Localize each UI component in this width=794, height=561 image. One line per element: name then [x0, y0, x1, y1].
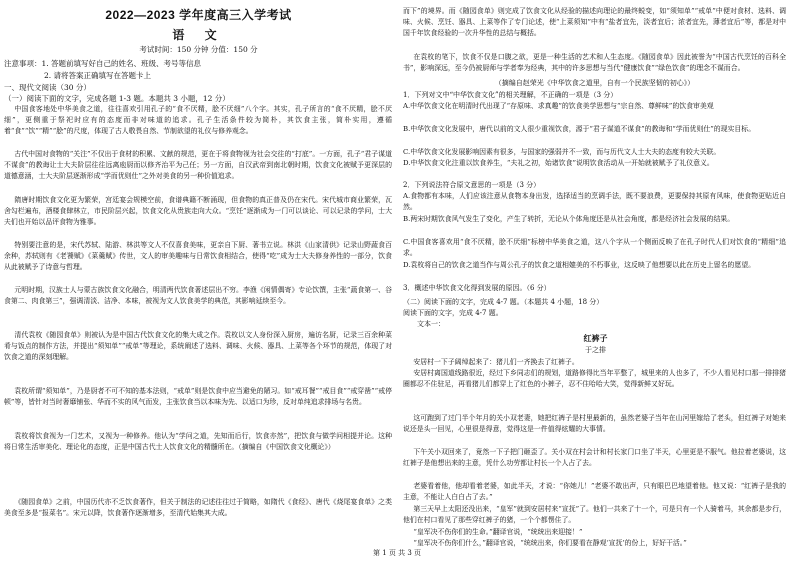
notice-line-2: 2. 请将答案正确填写在答题卡上: [44, 71, 152, 80]
question-2-option-d: D.袁枚将自己的饮食之道当作与周公孔子的饮食之道相媲美的不朽事业，这反映了他想要以此在历史上留名的愿望。: [403, 261, 755, 269]
passage-continuation-2: 在袁枚的笔下，饮食不仅是口腹之欲，更是一种生活的艺术和人生态度。《随园食单》因此被誉为“中国古代烹饪的百科全书”，影响深远，至今仍被厨师与学者奉为经典，其中的许多思想与当代“健康饮食”“绿色饮食”的理念不谋而合。: [403, 53, 786, 73]
story-paragraph-2: 安居村离国道线路很近，经过下乡同志们的规划，道路修得比当年平整了，城里来的人也多了，不少人看见村口那一排排猪圈都忍不住驻足，再看猪儿们都穿上了红色的小裤子，忍不住哈哈大笑，觉得新鲜又好玩。: [403, 369, 786, 389]
passage-paragraph-2: 古代中国对食物的“关注”不仅出于食材的积累、文献的规范，更在于将食物视为社会交往的“打底”。一方面，孔子“君子谋道不谋食”的教诲让士大夫阶层往往远离庖厨而以修齐治平为己任；另一方面，自汉武帝到南北朝时期，饮食文化被赋予更深层的道德意涵，士大夫阶层逐渐形成“学而优则仕”之外对美食的另一种价值追求。: [4, 150, 392, 181]
question-2: 2．下列说法符合原文意思的一项是（3 分）: [403, 181, 541, 189]
section-sub-heading: （一）阅读下面的文字，完成各题 1-3 题。本题共 3 小题，12 分）: [4, 94, 230, 103]
question-1: 1．下列对文中“中华饮食文化”的相关理解，不正确的一项是（3 分）: [403, 91, 618, 99]
passage-paragraph-4: 特别要注意的是，宋代苏轼、陆游、林洪等文人不仅喜食美味，更亲自下厨、著书立说。林洪《山家清供》记录山野蔬食百余种，苏轼则有《老饕赋》《菜羹赋》传世，文人的审美趣味与日常饮食相结合，使得“吃”成为士大夫修身养性的一部分，饮食从此被赋予了诗意与哲理。: [4, 241, 392, 272]
story-paragraph-3: 这可跑到了过门半个年月的关小双老妻，她把红裤子是村里最新的，虽然老婆子当年在山河里嫁给了老头，但红裤子对她来说还是头一回见，心里很是得意，觉得这是一件值得炫耀的大事情。: [403, 414, 786, 434]
notice-line-1: 注意事项：1. 答题前填写好自己的姓名、班级、考号等信息: [4, 59, 202, 68]
question-3: 3．概述中华饮食文化得到发展的原因。（6 分）: [403, 284, 551, 292]
page-footer: 第 1 页 共 3 页: [372, 549, 422, 557]
story-paragraph-8: “皇军决不伤你们什么，”翻译官说，“统统出来，你们要看在静观‘宣抚’的份上，好好干活。”: [413, 539, 687, 547]
story-paragraph-4: 下午关小双回来了，竟然一下子把门砸歪了。关小双在村会计和村长家门口坐了半天，心里更是不服气。他拉着老婆说，这红裤子是他想出来的主意，凭什么功劳都让村长一个人占了去。: [403, 448, 786, 468]
passage-paragraph-5: 元明时期，汉族士人与蒙古族饮食文化融合，明清两代饮食著述层出不穷。李渔《闲情偶寄》专论饮馔，主张“蔬食第一、谷食第二、肉食第三”，强调清淡、洁净、本味，被视为文人饮食美学的典范，其影响延续至今。: [4, 286, 392, 306]
passage-paragraph-7: 袁枚所谓“须知单”，乃是厨者不可不知的基本法则，“戒单”则是饮食中应当避免的陋习。如“戒耳餐”“戒目食”“戒穿凿”“戒停顿”等，皆针对当时奢靡铺张、华而不实的风气而发，主张饮食当以本味为先、以适口为珍，反对单纯追求排场与名贵。: [4, 387, 392, 407]
section-2-heading: （二）阅读下面的文字，完成 4-7 题。（本题共 4 小题，18 分）: [403, 298, 604, 306]
story-title: 红裤子: [583, 333, 608, 343]
exam-title: 2022—2023 学年度高三入学考试: [105, 8, 292, 22]
passage-continuation: 而下”的境界。而《随园食单》则完成了饮食文化从经验的描述向理论的最终蜕变，如“须知单”“戒单”中便对食材、选料、调味、火候、烹饪、器具、上菜等作了专门论述，使“上菜须知”中有“盐者宜先，淡者宜后；浓者宜先，薄者宜后”等，都是对中国千年饮食经验的一次升华性的总结与概括。: [403, 7, 786, 38]
question-2-option-a: A.食物都有本味，人们应该注意从食物本身出发，选择适当的烹调手法，既不要浪费，更要保持其原有风味，使食物更贴近自然。: [403, 192, 786, 212]
question-1-option-d: D.中华饮食文化注重以饮食养生，“夫礼之初，始诸饮食”说明饮食活动从一开始就被赋予了礼仪意义。: [403, 159, 714, 167]
passage-paragraph-1: 中国食客地处中华美食之道，往往喜欢引用孔子的“食不厌精，脍不厌细”八个字。其实，孔子所言的“食不厌精，脍不厌细”，更侧重于祭祀时应有的态度而非对味道的追求。孔子生活条件较为简朴，其饮食主张，简朴实用，遵循着“食”“饮”“精”“脍”的尺度，体现了古人敬畏自然、节制欲望的礼仪与修养观念。: [4, 105, 392, 136]
exam-meta: 考试时间：150 分钟 分值：150 分: [139, 45, 258, 54]
text-label: 文本一：: [417, 320, 445, 328]
section-2-sub-heading: 阅读下面的文字，完成 4-7 题。: [403, 309, 503, 317]
question-1-option-a: A.中华饮食文化在明清时代出现了“存原味、求真趣”的饮食美学思想与“宗自然、尊鲜味”的饮食审美观: [403, 102, 714, 110]
passage-paragraph-6: 清代袁枚《随园食单》则被认为是中国古代饮食文化的集大成之作。袁枚以文人身份深入厨房，遍访名厨，记录三百余种菜肴与饭点的制作方法，并提出“须知单”“戒单”等理论，系统阐述了选料、调味、火候、器具、上菜等各个环节的规范，体现了对饮食之道的深刻理解。: [4, 331, 392, 362]
story-paragraph-6: 第三天早上太阳还没出来，“皇军”就到安居村来“宣抚”了。他们一共来了十一个，可是只有一个人骑着马，其余都是步行，他们在村口看见了那些穿红裤子的猪，一个个都愣住了。: [403, 505, 786, 525]
passage-source: （摘编自赵荣光《中华饮食之道里，自有一个民族坚韧的初心》）: [494, 79, 695, 87]
section-heading: 一、现代文阅读（30 分）: [4, 83, 91, 92]
story-paragraph-5: 老婆看着他，他却看着老婆，如此半天，才说：“你她儿！”老婆不敢出声，只有眼巴巴地望着他。他又说：“红裤子是我的主意，不能让人白白占了去。”: [403, 482, 786, 502]
right-column: [397, 0, 794, 561]
story-paragraph-1: 安居村一下子阔绰起来了：猪儿们一齐换去了红裤子。: [413, 358, 579, 366]
question-2-option-b: B.两宋时期饮食风气发生了变化，产生了转折，无论从个体角度还是从社会角度，都是经济社会发展的结果。: [403, 215, 735, 223]
story-paragraph-7: “皇军决不伤你们的生命。”翻译官说，“统统出来迎接！”: [413, 528, 583, 536]
passage-paragraph-9: 《随园食单》之前，中国历代亦不乏饮食著作，但关于制法的记述往往过于简略，如隋代《食经》、唐代《烧尾宴食单》之类美食至多是“报菜名”。宋元以降，饮食著作逐渐增多，至清代始集其大成。: [4, 498, 392, 518]
question-2-option-c: C.中国食客喜欢用“食不厌精，脍不厌细”标榜中华美食之道，这八个字从一个侧面反映了在孔子时代人们对饮食的“精细”追求。: [403, 238, 786, 258]
passage-paragraph-3: 隋唐时期饮食文化更为繁荣，宫廷宴会规模空前，食谱典籍不断涌现，但食物的真正普及仍在宋代。宋代城市商业繁荣，瓦舍勾栏遍布，酒楼食肆林立，市民阶层兴起，饮食文化从贵族走向大众。“烹饪”逐渐成为一门可以谈论、可以记录的学问，士大夫们也开始以品评食物为雅事。: [4, 196, 392, 227]
passage-paragraph-8: 袁枚将饮食视为一门艺术，又视为一种修养。他认为“学问之道，先知而后行，饮食亦然”，把饮食与做学问相提并论。这种将日常生活审美化、理论化的态度，正是中国古代士人饮食文化的精髓所在。（摘编自《中国饮食文化概论》）: [4, 432, 392, 452]
story-author: 于之排: [585, 346, 606, 354]
question-1-option-c: C.中华饮食文化发展影响因素有很多，与国家的强弱并不一致，而与历代文人士大夫的态度有较大关联。: [403, 148, 721, 156]
question-1-option-b: B.中华饮食文化发展中，唐代以前的文人很少重视饮食，源于“君子谋道不谋食”的教诲和“学而优则仕”的现实目标。: [403, 125, 756, 133]
subject-title: 语 文: [172, 28, 225, 42]
